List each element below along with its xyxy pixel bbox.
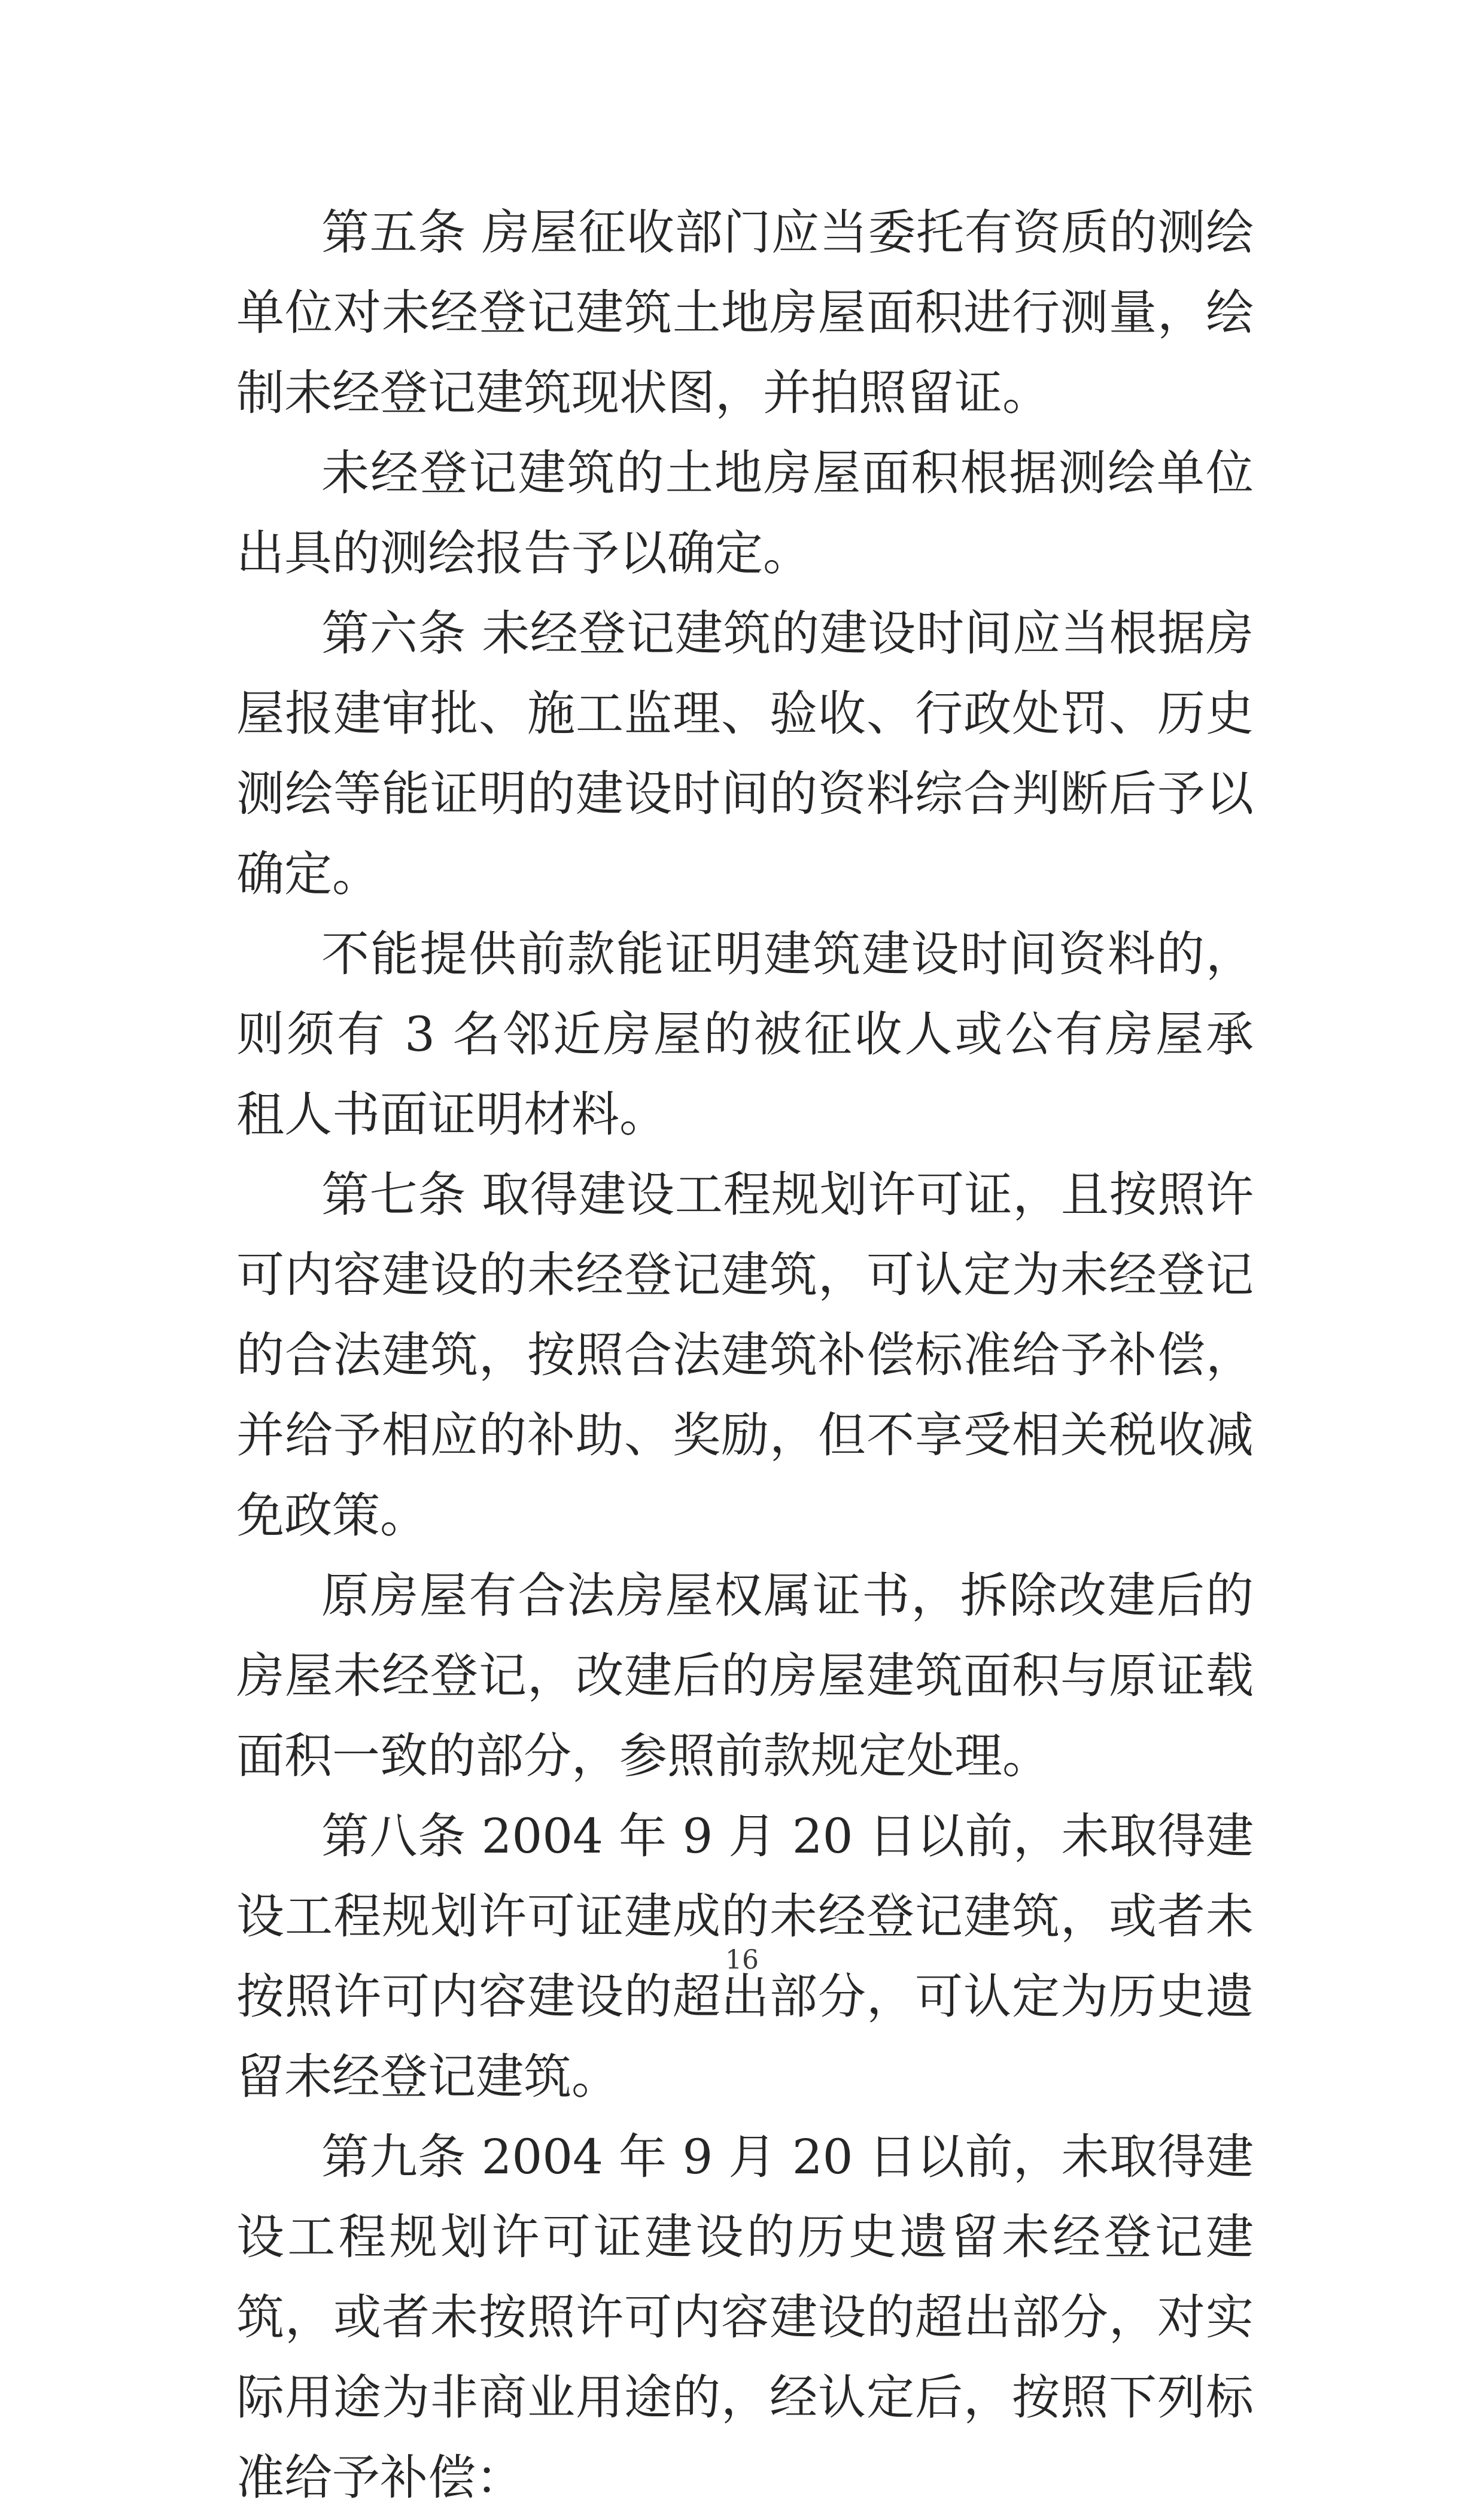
paragraph-article-7-rebuild: 原房屋有合法房屋权属证书，拆除改建后的房屋未经登记，改建后的房屋建筑面积与原证载面积一致的部分，参照前款规定处理。 (236, 1568, 1254, 1784)
paragraph-article-7: 第七条 取得建设工程规划许可证，且按照许可内容建设的未经登记建筑，可认定为未经登记的合法建筑，按照合法建筑补偿标准给予补偿，并给予相应的补助、奖励，但不享受相关税收减免政策。 (236, 1167, 1254, 1543)
paragraph-article-9: 第九条 2004 年 9 月 20 日以前，未取得建设工程规划许可证建设的历史遗留未经登记建筑，或者未按照许可内容建设的超出部分，对实际用途为非商业用途的，经认定后，按照下列标准给予补偿： (236, 2129, 1254, 2505)
document-body (236, 193, 1254, 2518)
page-number: 16 (725, 1945, 759, 1975)
paragraph-article-6-proof: 不能提供前款能证明建筑建设时间资料的，则须有 3 名邻近房屋的被征收人或公有房屋承租人书面证明材料。 (236, 926, 1254, 1142)
paragraph-article-6: 第六条 未经登记建筑的建设时间应当根据房屋报建审批、施工监理、验收、行政处罚、历史测绘等能证明的建设时间的资料综合判断后予以确定。 (236, 606, 1254, 902)
paragraph-article-5: 第五条 房屋征收部门应当委托有资质的测绘单位对未经登记建筑土地房屋面积进行测量，绘制未经登记建筑现状图，并拍照留证。 (236, 205, 1254, 421)
paragraph-article-5-area: 未经登记建筑的土地房屋面积根据测绘单位出具的测绘报告予以确定。 (236, 445, 1254, 581)
paragraph-article-8: 第八条 2004 年 9 月 20 日以前，未取得建设工程规划许可证建成的未经登记建筑，或者未按照许可内容建设的超出部分，可认定为历史遗留未经登记建筑。 (236, 1808, 1254, 2105)
